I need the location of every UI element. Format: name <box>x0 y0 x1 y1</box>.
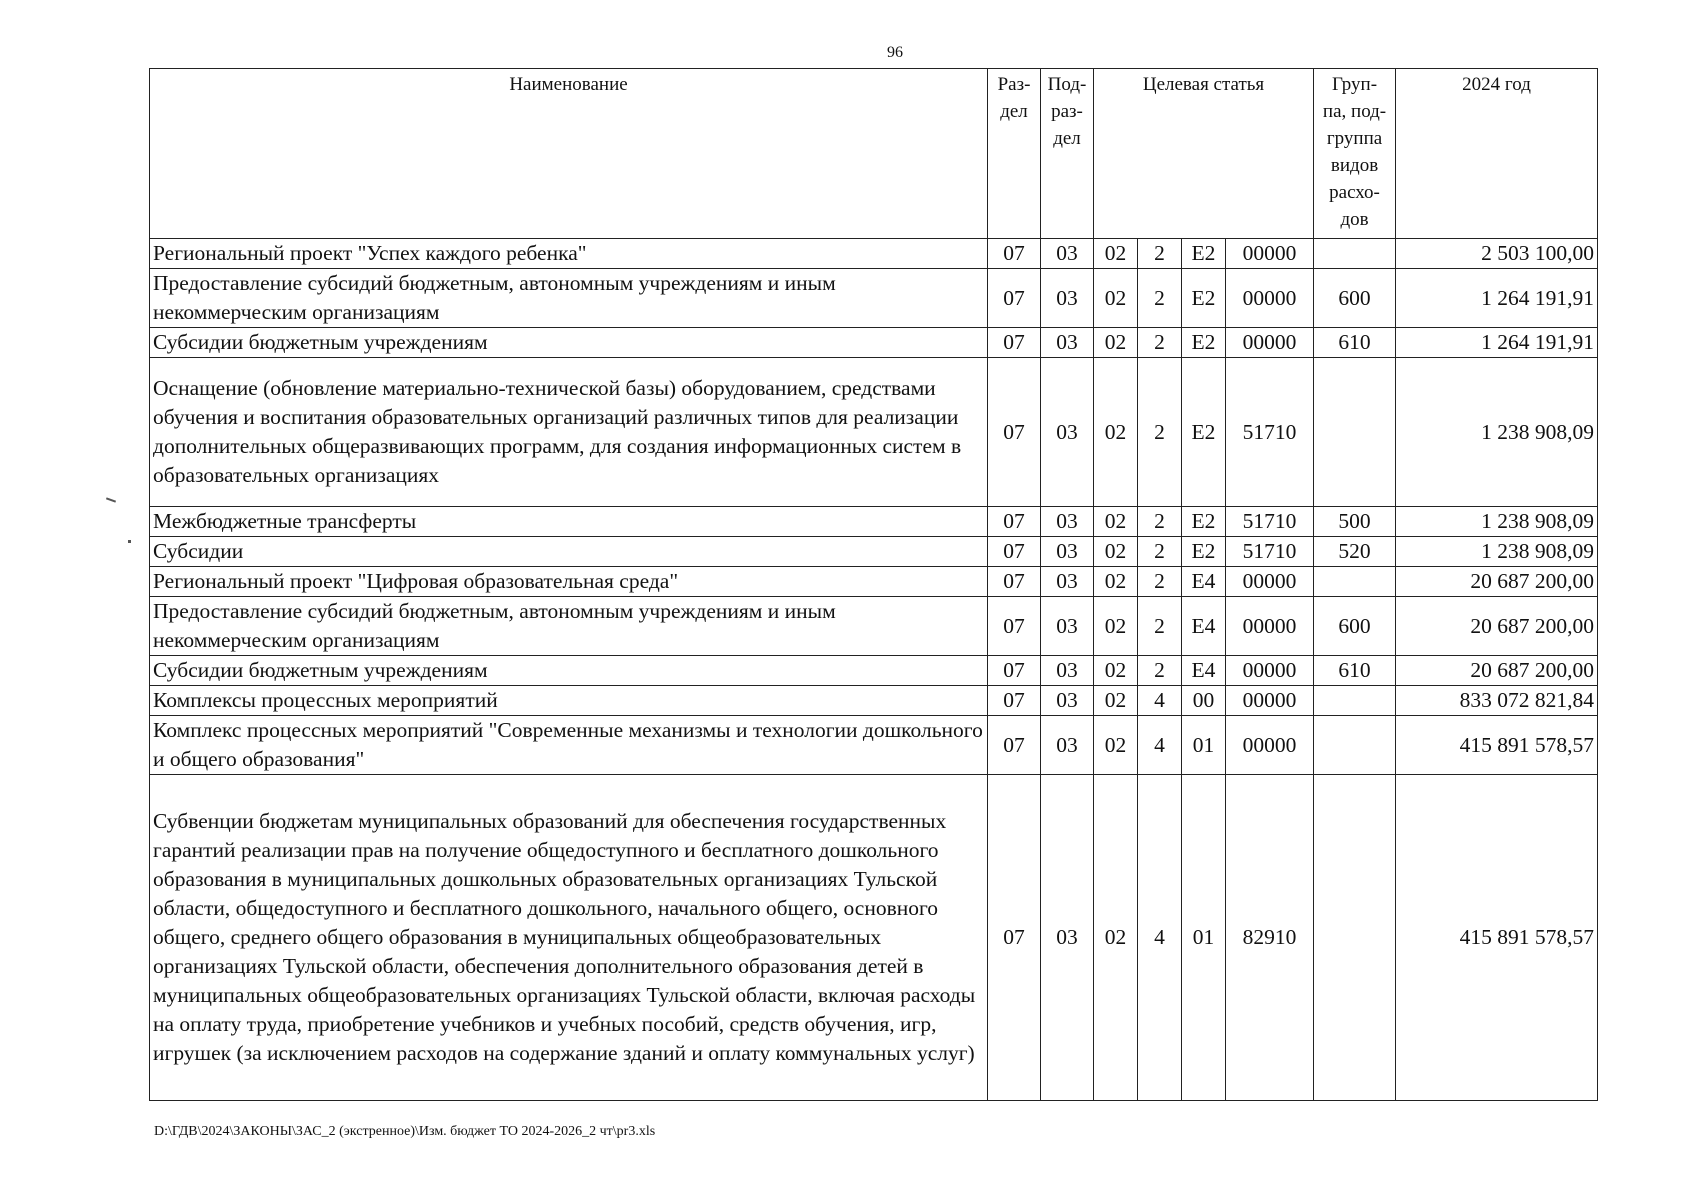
row-target-direction-cell: 00000 <box>1226 597 1314 656</box>
row-target-program-cell: 02 <box>1094 656 1138 686</box>
row-target-subprogram-cell: 4 <box>1138 686 1182 716</box>
page-number: 96 <box>887 44 903 61</box>
row-target-program-cell: 02 <box>1094 537 1138 567</box>
row-expense-group-cell <box>1314 716 1396 775</box>
table-row <box>150 537 1598 567</box>
row-section-cell: 07 <box>988 269 1041 328</box>
row-target-direction-cell: 00000 <box>1226 656 1314 686</box>
budget-table <box>149 68 1598 1101</box>
row-name-cell: Комплекс процессных мероприятий "Современные механизмы и технологии дошкольного и общего образования" <box>150 716 988 775</box>
header-expense-group <box>1314 69 1396 239</box>
row-section-cell: 07 <box>988 686 1041 716</box>
row-expense-group-cell: 600 <box>1314 597 1396 656</box>
header-section <box>988 69 1041 239</box>
file-path-footer: D:\ГДВ\2024\ЗАКОНЫ\ЗАС_2 (экстренное)\Изм. бюджет ТО 2024-2026_2 чт\pr3.xls <box>154 1124 656 1139</box>
header-subsection-line: Под- <box>1047 74 1087 95</box>
row-target-direction-cell: 00000 <box>1226 567 1314 597</box>
table-row <box>150 716 1598 775</box>
row-name-cell: Региональный проект "Успех каждого ребенка" <box>150 239 988 269</box>
row-amount-cell: 1 238 908,09 <box>1396 358 1598 507</box>
row-expense-group-cell: 610 <box>1314 656 1396 686</box>
row-target-subprogram-cell: 4 <box>1138 716 1182 775</box>
header-expense-group-line: Груп- <box>1332 74 1378 95</box>
row-amount-cell: 20 687 200,00 <box>1396 567 1598 597</box>
table-row <box>150 507 1598 537</box>
row-section-cell: 07 <box>988 716 1041 775</box>
row-target-project-cell: Е2 <box>1182 239 1226 269</box>
row-amount-cell: 1 264 191,91 <box>1396 269 1598 328</box>
header-expense-group-line: группа <box>1326 128 1383 149</box>
row-amount-cell: 20 687 200,00 <box>1396 656 1598 686</box>
header-year: 2024 год <box>1396 69 1598 239</box>
row-name-cell: Региональный проект "Цифровая образовательная среда" <box>150 567 988 597</box>
row-target-direction-cell: 00000 <box>1226 686 1314 716</box>
row-section-cell: 07 <box>988 656 1041 686</box>
row-subsection-cell: 03 <box>1041 567 1094 597</box>
table-row <box>150 328 1598 358</box>
row-subsection-cell: 03 <box>1041 239 1094 269</box>
row-target-program-cell: 02 <box>1094 269 1138 328</box>
row-target-subprogram-cell: 2 <box>1138 269 1182 328</box>
row-target-subprogram-cell: 2 <box>1138 507 1182 537</box>
row-target-project-cell: 01 <box>1182 775 1226 1101</box>
row-name-cell: Предоставление субсидий бюджетным, автономным учреждениям и иным некоммерческим организациям <box>150 269 988 328</box>
row-target-project-cell: Е2 <box>1182 358 1226 507</box>
header-expense-group-line: расхо- <box>1329 182 1380 203</box>
row-target-project-cell: Е4 <box>1182 567 1226 597</box>
row-amount-cell: 1 264 191,91 <box>1396 328 1598 358</box>
row-amount-cell: 1 238 908,09 <box>1396 507 1598 537</box>
row-target-program-cell: 02 <box>1094 358 1138 507</box>
table-row <box>150 269 1598 328</box>
row-name-cell: Комплексы процессных мероприятий <box>150 686 988 716</box>
row-target-program-cell: 02 <box>1094 686 1138 716</box>
row-name-cell: Субсидии бюджетным учреждениям <box>150 656 988 686</box>
margin-mark <box>106 497 116 502</box>
table-row <box>150 686 1598 716</box>
row-target-program-cell: 02 <box>1094 239 1138 269</box>
row-target-program-cell: 02 <box>1094 716 1138 775</box>
row-target-direction-cell: 00000 <box>1226 269 1314 328</box>
row-target-subprogram-cell: 2 <box>1138 597 1182 656</box>
row-target-project-cell: Е2 <box>1182 328 1226 358</box>
row-subsection-cell: 03 <box>1041 507 1094 537</box>
row-amount-cell: 2 503 100,00 <box>1396 239 1598 269</box>
row-subsection-cell: 03 <box>1041 775 1094 1101</box>
row-target-program-cell: 02 <box>1094 567 1138 597</box>
row-section-cell: 07 <box>988 567 1041 597</box>
row-target-program-cell: 02 <box>1094 328 1138 358</box>
table-row <box>150 358 1598 507</box>
table-row <box>150 567 1598 597</box>
header-subsection-line: раз- <box>1051 101 1083 122</box>
row-expense-group-cell <box>1314 686 1396 716</box>
header-subsection-line: дел <box>1053 128 1081 149</box>
table-row <box>150 239 1598 269</box>
row-target-project-cell: Е4 <box>1182 656 1226 686</box>
row-target-direction-cell: 00000 <box>1226 328 1314 358</box>
row-name-cell: Субсидии бюджетным учреждениям <box>150 328 988 358</box>
row-target-direction-cell: 00000 <box>1226 716 1314 775</box>
row-target-project-cell: 00 <box>1182 686 1226 716</box>
row-amount-cell: 1 238 908,09 <box>1396 537 1598 567</box>
row-expense-group-cell: 600 <box>1314 269 1396 328</box>
row-section-cell: 07 <box>988 537 1041 567</box>
row-expense-group-cell <box>1314 358 1396 507</box>
row-expense-group-cell <box>1314 567 1396 597</box>
table-row <box>150 597 1598 656</box>
row-name-cell: Межбюджетные трансферты <box>150 507 988 537</box>
row-amount-cell: 415 891 578,57 <box>1396 775 1598 1101</box>
header-section-line: дел <box>1000 101 1028 122</box>
row-section-cell: 07 <box>988 358 1041 507</box>
row-expense-group-cell <box>1314 239 1396 269</box>
row-target-direction-cell: 51710 <box>1226 537 1314 567</box>
row-name-cell: Субсидии <box>150 537 988 567</box>
row-section-cell: 07 <box>988 775 1041 1101</box>
table-row <box>150 775 1598 1101</box>
row-subsection-cell: 03 <box>1041 358 1094 507</box>
row-target-program-cell: 02 <box>1094 597 1138 656</box>
row-target-direction-cell: 00000 <box>1226 239 1314 269</box>
header-name: Наименование <box>150 69 988 239</box>
row-target-program-cell: 02 <box>1094 775 1138 1101</box>
row-subsection-cell: 03 <box>1041 328 1094 358</box>
row-target-subprogram-cell: 2 <box>1138 358 1182 507</box>
row-name-cell: Субвенции бюджетам муниципальных образований для обеспечения государственных гарантий реализации прав на получение общедоступного и бесплатного дошкольного образования в муниципальных дошкольных образовательных организациях Тульской области, общедоступного и бесплатного дошкольного, начального общего, основного общего, среднего общего образования в муниципальных общеобразовательных организациях Тульской области, обеспечения дополнительного образования детей в муниципальных общеобразовательных организациях Тульской области, включая расходы на оплату труда, приобретение учебников и учебных пособий, средств обучения, игр, игрушек (за исключением расходов на содержание зданий и оплату коммунальных услуг) <box>150 775 988 1101</box>
header-expense-group-line: дов <box>1340 209 1369 230</box>
row-target-subprogram-cell: 2 <box>1138 656 1182 686</box>
row-amount-cell: 415 891 578,57 <box>1396 716 1598 775</box>
row-target-direction-cell: 51710 <box>1226 507 1314 537</box>
row-subsection-cell: 03 <box>1041 686 1094 716</box>
row-subsection-cell: 03 <box>1041 269 1094 328</box>
row-target-project-cell: Е2 <box>1182 269 1226 328</box>
header-section-line: Раз- <box>997 74 1031 95</box>
row-subsection-cell: 03 <box>1041 537 1094 567</box>
row-target-project-cell: Е2 <box>1182 507 1226 537</box>
row-target-project-cell: Е4 <box>1182 597 1226 656</box>
row-name-cell: Предоставление субсидий бюджетным, автономным учреждениям и иным некоммерческим организациям <box>150 597 988 656</box>
row-section-cell: 07 <box>988 507 1041 537</box>
table-row <box>150 656 1598 686</box>
row-target-subprogram-cell: 2 <box>1138 328 1182 358</box>
header-subsection <box>1041 69 1094 239</box>
row-section-cell: 07 <box>988 597 1041 656</box>
row-section-cell: 07 <box>988 328 1041 358</box>
row-section-cell: 07 <box>988 239 1041 269</box>
table-header-row <box>150 69 1598 239</box>
row-target-direction-cell: 51710 <box>1226 358 1314 507</box>
row-target-direction-cell: 82910 <box>1226 775 1314 1101</box>
row-name-cell: Оснащение (обновление материально-технической базы) оборудованием, средствами обучения и воспитания образовательных организаций различных типов для реализации дополнительных общеразвивающих программ, для создания информационных систем в образовательных организациях <box>150 358 988 507</box>
header-target-article: Целевая статья <box>1094 69 1314 239</box>
row-target-program-cell: 02 <box>1094 507 1138 537</box>
row-expense-group-cell: 610 <box>1314 328 1396 358</box>
row-target-subprogram-cell: 2 <box>1138 239 1182 269</box>
row-subsection-cell: 03 <box>1041 716 1094 775</box>
row-expense-group-cell: 500 <box>1314 507 1396 537</box>
row-target-subprogram-cell: 2 <box>1138 567 1182 597</box>
header-expense-group-line: видов <box>1330 155 1379 176</box>
header-expense-group-line: па, под- <box>1322 101 1387 122</box>
row-subsection-cell: 03 <box>1041 656 1094 686</box>
margin-mark <box>128 540 131 543</box>
row-target-project-cell: 01 <box>1182 716 1226 775</box>
row-expense-group-cell <box>1314 775 1396 1101</box>
row-target-subprogram-cell: 4 <box>1138 775 1182 1101</box>
row-subsection-cell: 03 <box>1041 597 1094 656</box>
row-amount-cell: 20 687 200,00 <box>1396 597 1598 656</box>
row-expense-group-cell: 520 <box>1314 537 1396 567</box>
row-amount-cell: 833 072 821,84 <box>1396 686 1598 716</box>
row-target-subprogram-cell: 2 <box>1138 537 1182 567</box>
row-target-project-cell: Е2 <box>1182 537 1226 567</box>
